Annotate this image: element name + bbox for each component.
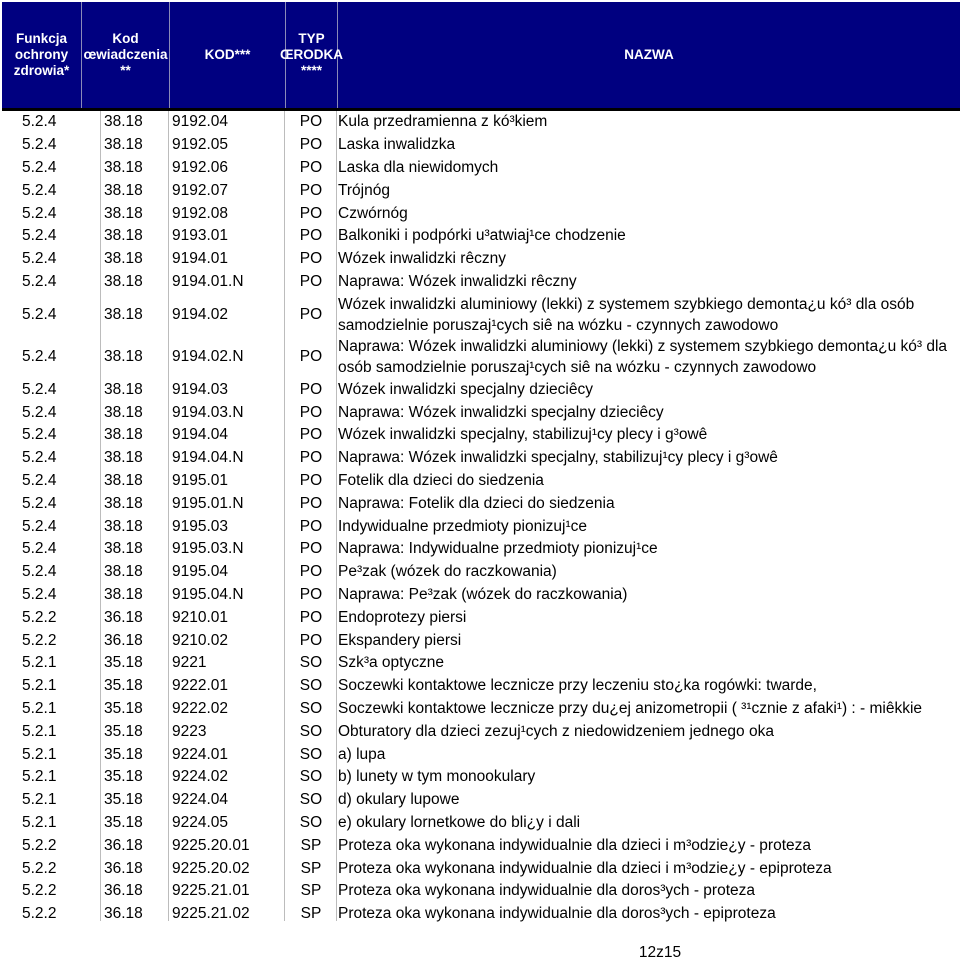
table-row — [0, 378, 960, 401]
typ-cell: PO — [299, 380, 323, 398]
kod-swiadczenia-cell: 35.18 — [104, 654, 143, 672]
funkcja-cell: 5.2.4 — [22, 471, 57, 489]
funkcja-cell: 5.2.2 — [22, 631, 57, 649]
nazwa-cell: Fotelik dla dzieci do siedzenia — [338, 471, 544, 489]
typ-cell: SO — [299, 791, 323, 809]
page-number: 12z15 — [638, 944, 682, 961]
funkcja-cell: 5.2.1 — [22, 768, 57, 786]
funkcja-cell: 5.2.2 — [22, 905, 57, 923]
kod-cell: 9210.01 — [172, 608, 229, 626]
typ-cell: PO — [299, 181, 323, 199]
typ-cell: PO — [299, 113, 323, 131]
kod-swiadczenia-cell: 36.18 — [104, 608, 143, 626]
funkcja-cell: 5.2.4 — [22, 181, 57, 199]
kod-swiadczenia-cell: 35.18 — [104, 813, 143, 831]
typ-cell: PO — [299, 227, 323, 245]
nazwa-cell: e) okulary lornetkowe do bli¿y i dali — [338, 813, 581, 831]
nazwa-cell: Laska dla niewidomych — [338, 158, 499, 176]
nazwa-cell: Proteza oka wykonana indywidualnie dla doros³ych - epiproteza — [338, 905, 776, 923]
nazwa-cell: Czwórnóg — [338, 204, 408, 222]
funkcja-cell: 5.2.4 — [22, 113, 57, 131]
typ-cell: SO — [299, 654, 323, 672]
nazwa-cell: Naprawa: Indywidualne przedmioty pionizuj¹ce — [338, 540, 658, 558]
header-kod-swiadczenia: Kod œwiadczenia ** — [82, 2, 170, 108]
table-row — [0, 202, 960, 225]
table-row — [0, 179, 960, 202]
table-row — [0, 857, 960, 880]
nazwa-cell: Ekspandery piersi — [338, 631, 462, 649]
table-row — [0, 698, 960, 721]
funkcja-cell: 5.2.4 — [22, 585, 57, 603]
table-row — [0, 606, 960, 629]
kod-swiadczenia-cell: 38.18 — [104, 494, 143, 512]
table-row — [0, 336, 960, 379]
kod-cell: 9222.02 — [172, 699, 229, 717]
typ-cell: SO — [299, 813, 323, 831]
nazwa-cell: Soczewki kontaktowe lecznicze przy leczeniu sto¿ka rogówki: twarde, — [338, 677, 817, 695]
nazwa-cell: Naprawa: Fotelik dla dzieci do siedzenia — [338, 494, 615, 512]
typ-cell: SP — [300, 905, 322, 923]
kod-swiadczenia-cell: 38.18 — [104, 380, 143, 398]
nazwa-cell: Pe³zak (wózek do raczkowania) — [338, 563, 557, 581]
table-row — [0, 111, 960, 134]
nazwa-cell: Endoprotezy piersi — [338, 608, 467, 626]
kod-cell: 9195.03.N — [172, 540, 244, 558]
table-row — [0, 447, 960, 470]
kod-swiadczenia-cell: 38.18 — [104, 272, 143, 290]
table-row — [0, 561, 960, 584]
kod-swiadczenia-cell: 38.18 — [104, 305, 143, 323]
kod-cell: 9195.01.N — [172, 494, 244, 512]
funkcja-cell: 5.2.4 — [22, 158, 57, 176]
funkcja-cell: 5.2.1 — [22, 813, 57, 831]
table-body — [0, 111, 960, 926]
nazwa-cell: Laska inwalidzka — [338, 136, 456, 154]
funkcja-cell: 5.2.4 — [22, 250, 57, 268]
kod-cell: 9223 — [172, 722, 207, 740]
typ-cell: PO — [299, 585, 323, 603]
table-row — [0, 225, 960, 248]
funkcja-cell: 5.2.2 — [22, 859, 57, 877]
typ-cell: SO — [299, 699, 323, 717]
kod-cell: 9224.05 — [172, 813, 229, 831]
table-row — [0, 812, 960, 835]
typ-cell: SO — [299, 768, 323, 786]
table-row — [0, 629, 960, 652]
kod-cell: 9194.03 — [172, 380, 229, 398]
funkcja-cell: 5.2.4 — [22, 380, 57, 398]
table-row — [0, 134, 960, 157]
funkcja-cell: 5.2.1 — [22, 722, 57, 740]
table-row — [0, 401, 960, 424]
typ-cell: SP — [300, 882, 322, 900]
funkcja-cell: 5.2.4 — [22, 563, 57, 581]
table-row — [0, 766, 960, 789]
funkcja-cell: 5.2.2 — [22, 608, 57, 626]
nazwa-cell: Naprawa: Pe³zak (wózek do raczkowania) — [338, 585, 628, 603]
nazwa-cell: Naprawa: Wózek inwalidzki specjalny, stabilizuj¹cy plecy i g³owê — [338, 449, 778, 467]
kod-swiadczenia-cell: 38.18 — [104, 113, 143, 131]
typ-cell: SO — [299, 745, 323, 763]
table-row — [0, 293, 960, 336]
funkcja-cell: 5.2.2 — [22, 836, 57, 854]
kod-cell: 9195.04.N — [172, 585, 244, 603]
header-funkcja: Funkcja ochrony zdrowia* — [2, 2, 82, 108]
funkcja-cell: 5.2.1 — [22, 699, 57, 717]
kod-cell: 9194.04.N — [172, 449, 244, 467]
kod-swiadczenia-cell: 38.18 — [104, 471, 143, 489]
typ-cell: PO — [299, 517, 323, 535]
kod-swiadczenia-cell: 35.18 — [104, 745, 143, 763]
kod-swiadczenia-cell: 38.18 — [104, 403, 143, 421]
nazwa-cell: Obturatory dla dzieci zezuj¹cych z niedowidzeniem jednego oka — [338, 722, 774, 740]
kod-swiadczenia-cell: 38.18 — [104, 449, 143, 467]
kod-cell: 9195.03 — [172, 517, 229, 535]
typ-cell: PO — [299, 494, 323, 512]
kod-swiadczenia-cell: 38.18 — [104, 136, 143, 154]
kod-swiadczenia-cell: 36.18 — [104, 836, 143, 854]
table-row — [0, 880, 960, 903]
table-row — [0, 789, 960, 812]
nazwa-cell: Naprawa: Wózek inwalidzki specjalny dzieciêcy — [338, 403, 664, 421]
kod-swiadczenia-cell: 38.18 — [104, 158, 143, 176]
funkcja-cell: 5.2.1 — [22, 745, 57, 763]
kod-cell: 9193.01 — [172, 227, 229, 245]
nazwa-cell: Balkoniki i podpórki u³atwiaj¹ce chodzenie — [338, 227, 626, 245]
table-row — [0, 424, 960, 447]
kod-cell: 9194.01.N — [172, 272, 244, 290]
funkcja-cell: 5.2.4 — [22, 517, 57, 535]
kod-cell: 9192.08 — [172, 204, 229, 222]
table-row — [0, 157, 960, 180]
kod-cell: 9221 — [172, 654, 207, 672]
kod-cell: 9194.03.N — [172, 403, 244, 421]
table-row — [0, 675, 960, 698]
kod-cell: 9195.04 — [172, 563, 229, 581]
kod-cell: 9222.01 — [172, 677, 229, 695]
kod-cell: 9225.21.02 — [172, 905, 250, 923]
kod-cell: 9224.04 — [172, 791, 229, 809]
nazwa-cell: Proteza oka wykonana indywidualnie dla dzieci i m³odzie¿y - epiproteza — [338, 859, 832, 877]
typ-cell: PO — [299, 631, 323, 649]
typ-cell: SO — [299, 677, 323, 695]
kod-swiadczenia-cell: 38.18 — [104, 585, 143, 603]
kod-swiadczenia-cell: 38.18 — [104, 227, 143, 245]
nazwa-cell: Naprawa: Wózek inwalidzki aluminiowy (lekki) z systemem szybkiego demonta¿u kó³ dla osób samodzielnie poruszaj¹cych siê na wózku - czynnych zawodowo — [338, 338, 948, 377]
kod-cell: 9225.20.02 — [172, 859, 250, 877]
nazwa-cell: Wózek inwalidzki specjalny dzieciêcy — [338, 380, 593, 398]
funkcja-cell: 5.2.4 — [22, 136, 57, 154]
typ-cell: PO — [299, 204, 323, 222]
nazwa-cell: Naprawa: Wózek inwalidzki rêczny — [338, 272, 577, 290]
header-kod: KOD*** — [170, 2, 286, 108]
kod-swiadczenia-cell: 35.18 — [104, 699, 143, 717]
kod-cell: 9224.02 — [172, 768, 229, 786]
kod-swiadczenia-cell: 38.18 — [104, 250, 143, 268]
typ-cell: SP — [300, 836, 322, 854]
funkcja-cell: 5.2.1 — [22, 677, 57, 695]
typ-cell: PO — [299, 136, 323, 154]
kod-cell: 9192.06 — [172, 158, 229, 176]
kod-cell: 9195.01 — [172, 471, 229, 489]
nazwa-cell: Trójnóg — [338, 181, 390, 199]
kod-cell: 9225.21.01 — [172, 882, 250, 900]
typ-cell: PO — [299, 348, 323, 366]
nazwa-cell: b) lunety w tym monookulary — [338, 768, 536, 786]
funkcja-cell: 5.2.1 — [22, 654, 57, 672]
nazwa-cell: Wózek inwalidzki rêczny — [338, 250, 506, 268]
typ-cell: SO — [299, 722, 323, 740]
kod-swiadczenia-cell: 35.18 — [104, 791, 143, 809]
typ-cell: SP — [300, 859, 322, 877]
kod-swiadczenia-cell: 38.18 — [104, 204, 143, 222]
funkcja-cell: 5.2.2 — [22, 882, 57, 900]
typ-cell: PO — [299, 158, 323, 176]
kod-cell: 9194.04 — [172, 426, 229, 444]
kod-swiadczenia-cell: 36.18 — [104, 882, 143, 900]
typ-cell: PO — [299, 426, 323, 444]
funkcja-cell: 5.2.4 — [22, 305, 57, 323]
typ-cell: PO — [299, 250, 323, 268]
kod-swiadczenia-cell: 35.18 — [104, 768, 143, 786]
typ-cell: PO — [299, 305, 323, 323]
kod-swiadczenia-cell: 35.18 — [104, 677, 143, 695]
table-row — [0, 720, 960, 743]
funkcja-cell: 5.2.4 — [22, 494, 57, 512]
kod-cell: 9210.02 — [172, 631, 229, 649]
kod-swiadczenia-cell: 38.18 — [104, 563, 143, 581]
funkcja-cell: 5.2.4 — [22, 348, 57, 366]
table-row — [0, 515, 960, 538]
typ-cell: PO — [299, 471, 323, 489]
nazwa-cell: a) lupa — [338, 745, 386, 763]
kod-swiadczenia-cell: 38.18 — [104, 181, 143, 199]
nazwa-cell: d) okulary lupowe — [338, 791, 460, 809]
kod-cell: 9194.02.N — [172, 348, 244, 366]
table-row — [0, 538, 960, 561]
kod-cell: 9192.04 — [172, 113, 229, 131]
table-row — [0, 271, 960, 294]
funkcja-cell: 5.2.4 — [22, 204, 57, 222]
funkcja-cell: 5.2.4 — [22, 272, 57, 290]
header-nazwa: NAZWA — [624, 47, 674, 62]
table-row — [0, 834, 960, 857]
kod-cell: 9225.20.01 — [172, 836, 250, 854]
typ-cell: PO — [299, 272, 323, 290]
nazwa-cell: Indywidualne przedmioty pionizuj¹ce — [338, 517, 587, 535]
kod-cell: 9194.02 — [172, 305, 229, 323]
nazwa-cell: Wózek inwalidzki specjalny, stabilizuj¹cy plecy i g³owê — [338, 426, 708, 444]
kod-swiadczenia-cell: 38.18 — [104, 540, 143, 558]
table-row — [0, 903, 960, 926]
funkcja-cell: 5.2.4 — [22, 426, 57, 444]
table-header — [2, 2, 960, 108]
kod-swiadczenia-cell: 38.18 — [104, 426, 143, 444]
table-row — [0, 492, 960, 515]
funkcja-cell: 5.2.1 — [22, 791, 57, 809]
typ-cell: PO — [299, 563, 323, 581]
table-row — [0, 743, 960, 766]
kod-swiadczenia-cell: 36.18 — [104, 631, 143, 649]
funkcja-cell: 5.2.4 — [22, 227, 57, 245]
table-row — [0, 248, 960, 271]
funkcja-cell: 5.2.4 — [22, 540, 57, 558]
kod-cell: 9192.07 — [172, 181, 229, 199]
kod-cell: 9192.05 — [172, 136, 229, 154]
kod-swiadczenia-cell: 38.18 — [104, 517, 143, 535]
funkcja-cell: 5.2.4 — [22, 403, 57, 421]
kod-cell: 9194.01 — [172, 250, 229, 268]
table-row — [0, 470, 960, 493]
nazwa-cell: Szk³a optyczne — [338, 654, 444, 672]
nazwa-cell: Kula przedramienna z kó³kiem — [338, 113, 548, 131]
typ-cell: PO — [299, 540, 323, 558]
kod-swiadczenia-cell: 36.18 — [104, 859, 143, 877]
header-typ-srodka: TYP ŒRODKA **** — [286, 2, 338, 108]
nazwa-cell: Proteza oka wykonana indywidualnie dla dzieci i m³odzie¿y - proteza — [338, 836, 811, 854]
kod-swiadczenia-cell: 35.18 — [104, 722, 143, 740]
nazwa-cell: Wózek inwalidzki aluminiowy (lekki) z systemem szybkiego demonta¿u kó³ dla osób samodzielnie poruszaj¹cych siê na wózku - czynnych zawodowo — [338, 295, 915, 334]
typ-cell: PO — [299, 449, 323, 467]
kod-swiadczenia-cell: 36.18 — [104, 905, 143, 923]
typ-cell: PO — [299, 608, 323, 626]
kod-swiadczenia-cell: 38.18 — [104, 348, 143, 366]
table-row — [0, 652, 960, 675]
typ-cell: PO — [299, 403, 323, 421]
nazwa-cell: Proteza oka wykonana indywidualnie dla doros³ych - proteza — [338, 882, 756, 900]
kod-cell: 9224.01 — [172, 745, 229, 763]
nazwa-cell: Soczewki kontaktowe lecznicze przy du¿ej anizometropii ( ³¹cznie z afaki¹) : - miêkkie — [338, 699, 923, 717]
table-row — [0, 584, 960, 607]
funkcja-cell: 5.2.4 — [22, 449, 57, 467]
